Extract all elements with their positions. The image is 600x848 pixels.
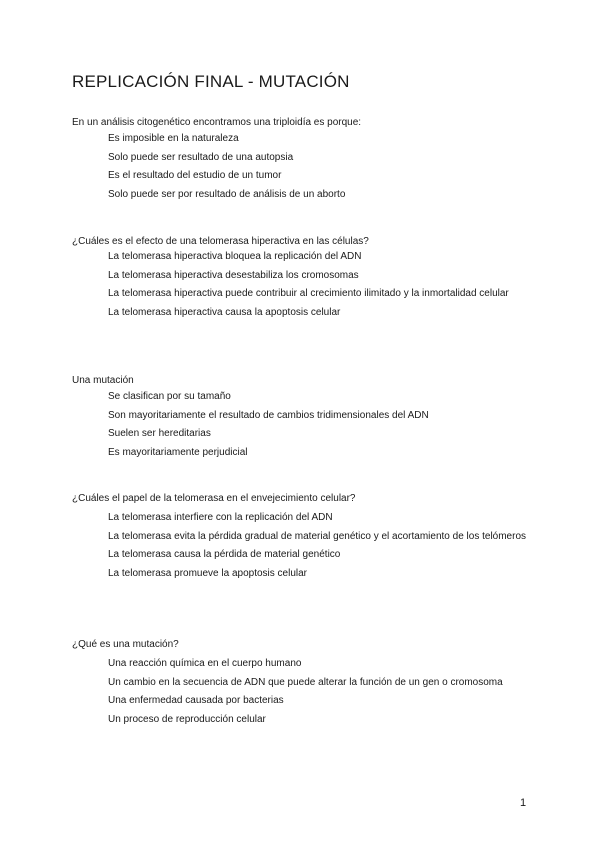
option-4-b: La telomerasa evita la pérdida gradual de material genético y el acortamiento de los telómeros xyxy=(108,530,527,542)
option-4-a: La telomerasa interfiere con la replicación del ADN xyxy=(108,512,333,523)
option-5-d: Un proceso de reproducción celular xyxy=(108,713,266,725)
option-4-d: La telomerasa promueve la apoptosis celular xyxy=(108,567,307,579)
option-1-d: Solo puede ser por resultado de análisis de un aborto xyxy=(108,188,346,200)
option-3-c: Suelen ser hereditarias xyxy=(108,428,211,439)
page-title: REPLICACIÓN FINAL - MUTACIÓN xyxy=(72,72,350,91)
options-3 xyxy=(108,388,528,462)
question-3: Una mutación xyxy=(72,375,134,386)
option-1-b: Solo puede ser resultado de una autopsia xyxy=(108,151,294,163)
option-2-b: La telomerasa hiperactiva desestabiliza los cromosomas xyxy=(108,269,359,281)
question-2: ¿Cuáles es el efecto de una telomerasa hiperactiva en las células? xyxy=(72,236,369,247)
option-3-b: Son mayoritariamente el resultado de cambios tridimensionales del ADN xyxy=(108,409,429,421)
option-5-c: Una enfermedad causada por bacterias xyxy=(108,695,284,706)
option-1-a: Es imposible en la naturaleza xyxy=(108,133,239,144)
option-5-b: Un cambio en la secuencia de ADN que puede alterar la función de un gen o cromosoma xyxy=(108,676,503,688)
option-2-c: La telomerasa hiperactiva puede contribuir al crecimiento ilimitado y la inmortalidad celular xyxy=(108,288,509,299)
options-5 xyxy=(108,655,528,729)
options-4 xyxy=(108,509,528,583)
option-2-d: La telomerasa hiperactiva causa la apoptosis celular xyxy=(108,306,341,318)
option-3-d: Es mayoritariamente perjudicial xyxy=(108,446,248,458)
options-1 xyxy=(108,130,528,204)
option-4-c: La telomerasa causa la pérdida de material genético xyxy=(108,549,341,560)
question-1: En un análisis citogenético encontramos una triploidía es porque: xyxy=(72,117,362,128)
option-3-a: Se clasifican por su tamaño xyxy=(108,391,231,402)
option-1-c: Es el resultado del estudio de un tumor xyxy=(108,170,282,181)
options-2 xyxy=(108,248,528,322)
question-5: ¿Qué es una mutación? xyxy=(72,639,179,650)
option-5-a: Una reacción química en el cuerpo humano xyxy=(108,658,302,669)
option-2-a: La telomerasa hiperactiva bloquea la replicación del ADN xyxy=(108,251,362,262)
question-4: ¿Cuáles el papel de la telomerasa en el envejecimiento celular? xyxy=(72,493,356,504)
page-number: 1 xyxy=(520,797,527,809)
